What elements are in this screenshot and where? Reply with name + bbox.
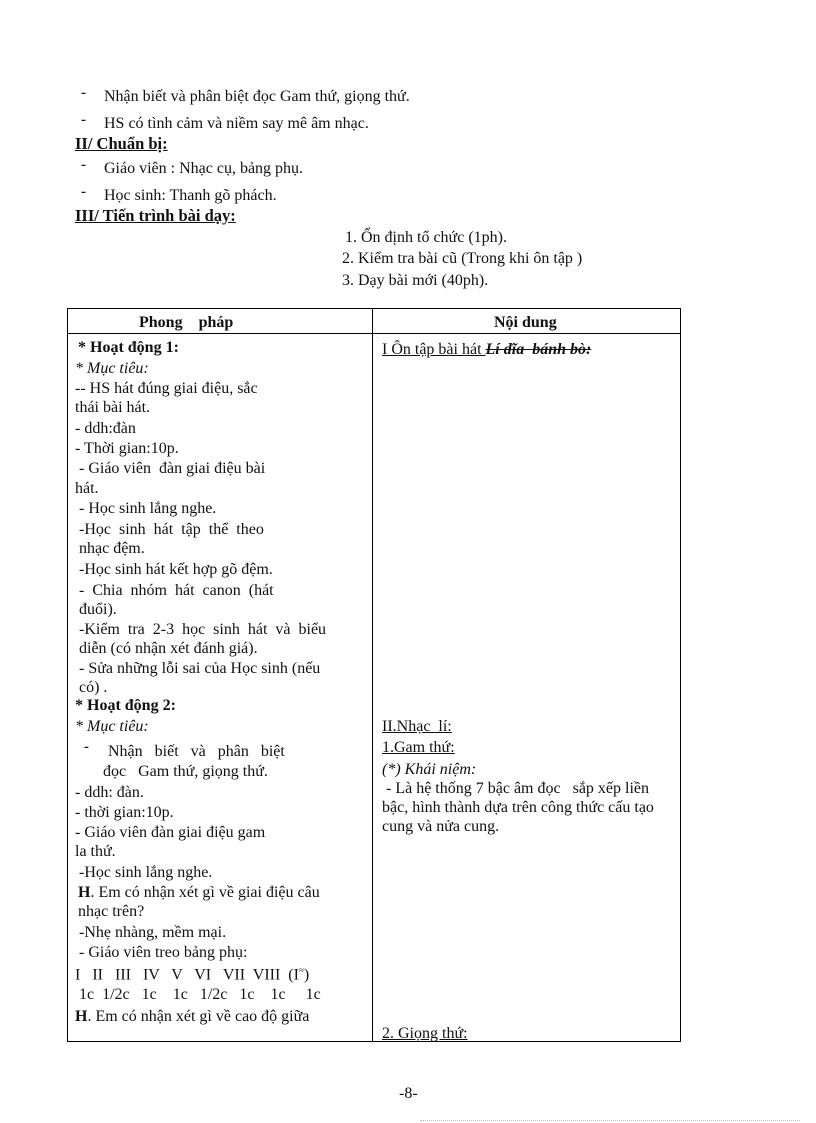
header-divider [67,333,681,334]
method-line: nhạc đệm. [75,540,145,557]
question-line [75,1008,309,1026]
question-mark: H [78,884,91,901]
bullet-marker: - [81,85,86,101]
song-title: Lí dĩa bánh bò: [485,341,592,358]
lesson-step: 1. Ổn định tổ chức (1ph). [345,229,507,246]
goal-line: đọc Gam thứ, giọng thứ. [103,763,268,780]
activity-title: * Hoạt động 2: [75,697,176,714]
bullet-marker: - [81,157,86,173]
method-line: có) . [75,679,108,696]
bullet-marker: - [81,184,86,200]
method-line: - Sửa những lỗi sai của Học sinh (nếu [75,660,321,677]
scale-steps: 1c 1/2c 1c 1c 1/2c 1c 1c 1c [75,986,321,1003]
content-subheading: 1.Gam thứ: [382,739,455,756]
method-line: diễn (có nhận xét đánh giá). [75,640,258,657]
lesson-step: 2. Kiểm tra bài cũ (Trong khi ôn tập ) [342,250,583,267]
question-text: . Em có nhận xét gì về cao độ giữa [87,1008,310,1025]
question-text: . Em có nhận xét gì về giai điệu câu [90,884,320,901]
bullet-marker: - [84,739,89,755]
lesson-step: 3. Dạy bài mới (40ph). [342,272,489,289]
column-divider [372,308,373,1042]
footer-divider [420,1120,800,1121]
scale-degrees-text: I II III IV V VI VII VIII (I [75,966,299,984]
prep-item: Giáo viên : Nhạc cụ, bảng phụ. [104,160,304,177]
activity-goal-label: * Mục tiêu: [75,718,149,735]
scale-degrees [75,965,309,984]
method-line: - Thời gian:10p. [75,440,179,457]
method-line: -Học sinh hát tập thể theo [75,521,264,538]
column-header-method: Phong pháp [139,314,234,331]
content-heading-text: I Ôn tập bài hát [382,341,486,358]
objective-line: Nhận biết và phân biệt đọc Gam thứ, giọng thứ. [104,88,410,105]
content-heading [382,341,591,359]
method-line: đuổi). [75,601,117,618]
method-line: - ddh: đàn. [75,784,144,801]
scale-close: ) [303,966,310,984]
method-line: -- HS hát đúng giai điệu, sắc [75,380,258,397]
method-line: - Giáo viên đàn giai điệu bài [75,460,266,477]
method-line: -Nhẹ nhàng, mềm mại. [75,924,227,941]
question-line [78,884,320,902]
method-line: - thời gian:10p. [75,804,174,821]
method-line: hát. [75,480,99,497]
concept-text: - Là hệ thống 7 bậc âm đọc sắp xếp liền bậc, hình thành dựa trên công thức cấu tạo cung và nửa cung. [382,780,658,835]
content-heading: II.Nhạc lí: [382,718,452,735]
concept-label: (*) Khái niệm: [382,761,477,778]
method-line: -Kiểm tra 2-3 học sinh hát và biểu [75,621,327,638]
section-heading: II/ Chuẩn bị: [75,134,168,153]
question-mark: H [75,1008,88,1025]
method-line: -Học sinh hát kết hợp gõ đệm. [75,561,273,578]
method-line: nhạc trên? [78,903,145,920]
goal-line: Nhận biết và phân biệt [108,743,285,760]
activity-title: * Hoạt động 1: [78,339,179,356]
content-subheading: 2. Giọng thứ: [382,1025,468,1042]
column-header-content: Nội dung [494,314,557,331]
method-line: - Học sinh lắng nghe. [75,500,217,517]
section-heading: III/ Tiến trình bài dạy: [75,206,236,225]
page-number: -8- [399,1085,418,1102]
method-line: - Giáo viên đàn giai điệu gam [75,824,266,841]
method-line: - Giáo viên treo bảng phụ: [75,944,248,961]
prep-item: Học sinh: Thanh gõ phách. [104,187,277,204]
objective-line: HS có tình cảm và niềm say mê âm nhạc. [104,115,369,132]
method-line: -Học sinh lắng nghe. [75,864,213,881]
activity-goal-label: * Mục tiêu: [75,360,149,377]
scale-superscript: ≈ [298,965,304,975]
bullet-marker: - [81,112,86,128]
method-line: - Chia nhóm hát canon (hát [75,582,274,599]
method-line: thái bài hát. [75,399,151,416]
method-line: la thứ. [75,843,116,860]
method-line: - ddh:đàn [75,420,136,437]
